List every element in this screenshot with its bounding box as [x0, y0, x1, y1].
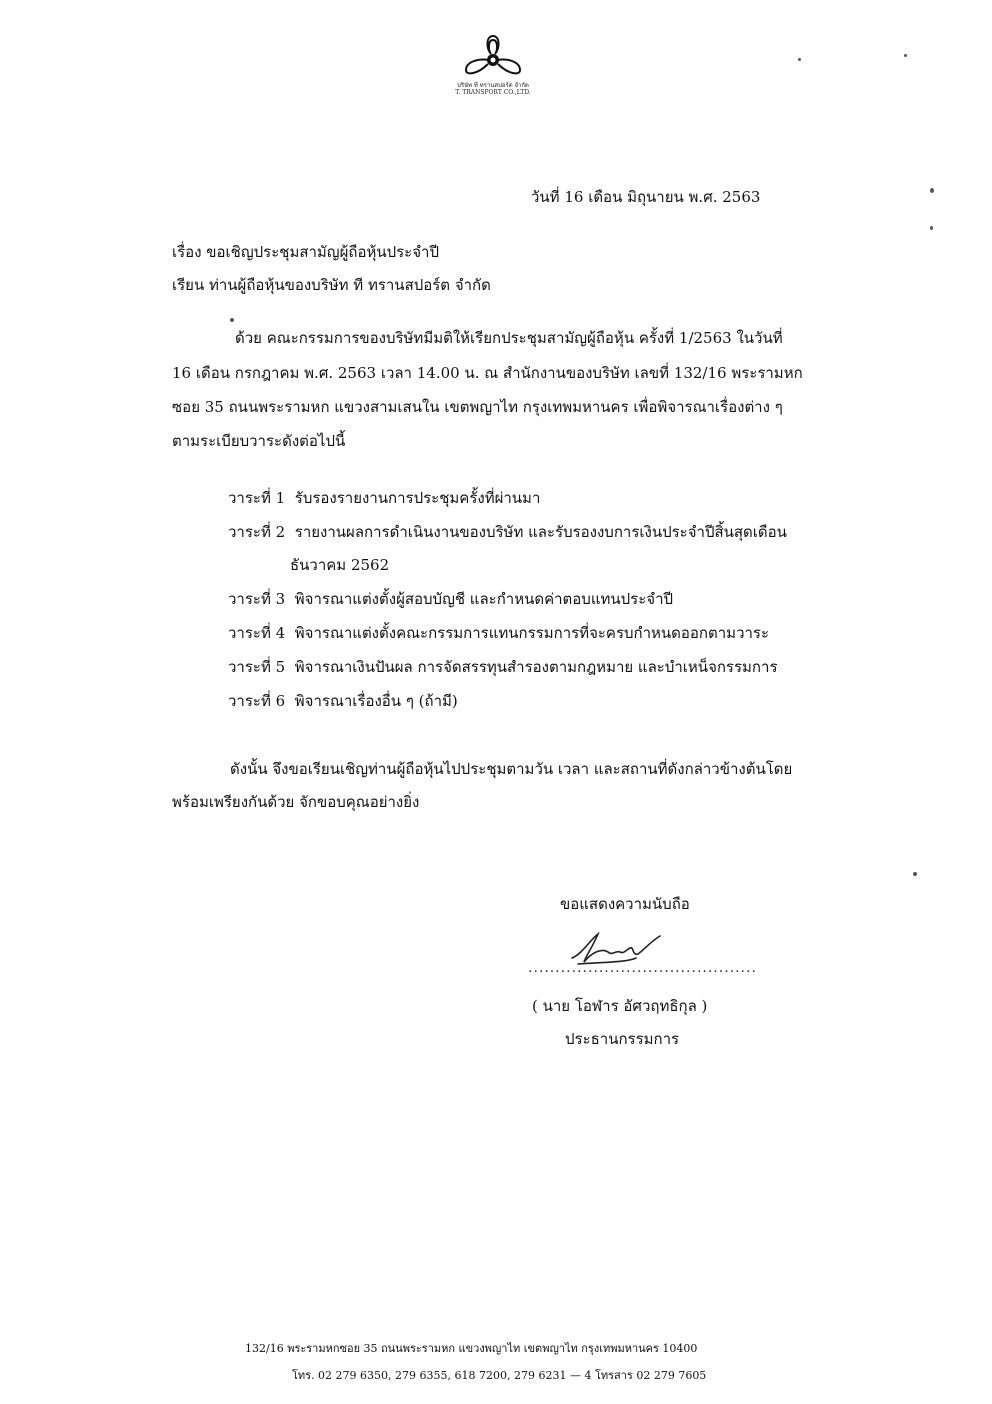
agenda-label: วาระที่ 3: [228, 590, 286, 608]
footer-address: 132/16 พระรามหกซอย 35 ถนนพระรามหก แขวงพญาไท เขตพญาไท กรุงเทพมหานคร 10400: [245, 1342, 698, 1355]
agenda-text: พิจารณาแต่งตั้งคณะกรรมการแทนกรรมการที่จะครบกำหนดออกตามวาระ: [294, 624, 770, 642]
letter-subject: เรื่อง ขอเชิญประชุมสามัญผู้ถือหุ้นประจำปี: [172, 243, 439, 261]
agenda-item-2-continuation: ธันวาคม 2562: [290, 556, 390, 574]
agenda-label: วาระที่ 2: [228, 523, 286, 541]
footer-phone: โทร. 02 279 6350, 279 6355, 618 7200, 279 6231 — 4 โทรสาร 02 279 7605: [292, 1369, 707, 1382]
body-line-4: ตามระเบียบวาระดังต่อไปนี้: [172, 432, 346, 450]
scan-speck: [904, 54, 907, 57]
agenda-label: วาระที่ 5: [228, 658, 286, 676]
scan-speck: [913, 872, 917, 876]
agenda-item-1: [228, 486, 540, 510]
scan-speck: [930, 188, 934, 193]
signer-name: ( นาย โอฬาร อัศวฤทธิกุล ): [532, 997, 708, 1015]
signer-title: ประธานกรรมการ: [565, 1030, 680, 1048]
agenda-text: พิจารณาเรื่องอื่น ๆ (ถ้ามี): [294, 692, 458, 710]
company-name-th: บริษัท ที ทรานสปอร์ต จำกัด: [457, 82, 529, 89]
company-name-en: T. TRANSPORT CO.,LTD.: [455, 89, 531, 96]
body-line-2: 16 เดือน กรกฎาคม พ.ศ. 2563 เวลา 14.00 น. ณ สำนักงานของบริษัท เลขที่ 132/16 พระรามหก: [172, 364, 803, 382]
agenda-item-5: [228, 655, 778, 679]
letter-recipient: เรียน ท่านผู้ถือหุ้นของบริษัท ที ทรานสปอร์ต จำกัด: [172, 276, 491, 294]
agenda-label: วาระที่ 1: [228, 489, 286, 507]
agenda-item-2: [228, 520, 787, 544]
body-line-1: ด้วย คณะกรรมการของบริษัทมีมติให้เรียกประชุมสามัญผู้ถือหุ้น ครั้งที่ 1/2563 ในวันที่: [235, 329, 783, 347]
letter-date: วันที่ 16 เดือน มิถุนายน พ.ศ. 2563: [531, 188, 761, 206]
company-logo: [450, 30, 536, 96]
signature-line: ..........................................: [528, 960, 757, 976]
agenda-item-3: [228, 587, 673, 611]
closing-line-1: ดังนั้น จึงขอเรียนเชิญท่านผู้ถือหุ้นไปประชุมตามวัน เวลา และสถานที่ดังกล่าวข้างต้นโดย: [230, 760, 793, 778]
propeller-seal-icon: [458, 30, 528, 82]
agenda-text: รับรองรายงานการประชุมครั้งที่ผ่านมา: [294, 489, 541, 507]
body-line-3: ซอย 35 ถนนพระรามหก แขวงสามเสนใน เขตพญาไท กรุงเทพมหานคร เพื่อพิจารณาเรื่องต่าง ๆ: [172, 398, 783, 416]
scan-speck: [230, 318, 234, 322]
agenda-label: วาระที่ 6: [228, 692, 286, 710]
agenda-text: พิจารณาแต่งตั้งผู้สอบบัญชี และกำหนดค่าตอบแทนประจำปี: [294, 590, 674, 608]
agenda-item-6: [228, 689, 458, 713]
agenda-text: รายงานผลการดำเนินงานของบริษัท และรับรองงบการเงินประจำปีสิ้นสุดเดือน: [294, 523, 787, 541]
scan-speck: [798, 58, 801, 61]
agenda-label: วาระที่ 4: [228, 624, 286, 642]
closing-line-2: พร้อมเพรียงกันด้วย จักขอบคุณอย่างยิ่ง: [172, 793, 420, 811]
signature-salutation: ขอแสดงความนับถือ: [560, 895, 690, 913]
agenda-text: พิจารณาเงินปันผล การจัดสรรทุนสำรองตามกฎหมาย และบำเหน็จกรรมการ: [294, 658, 778, 676]
scan-speck: [930, 226, 933, 230]
agenda-item-4: [228, 621, 769, 645]
